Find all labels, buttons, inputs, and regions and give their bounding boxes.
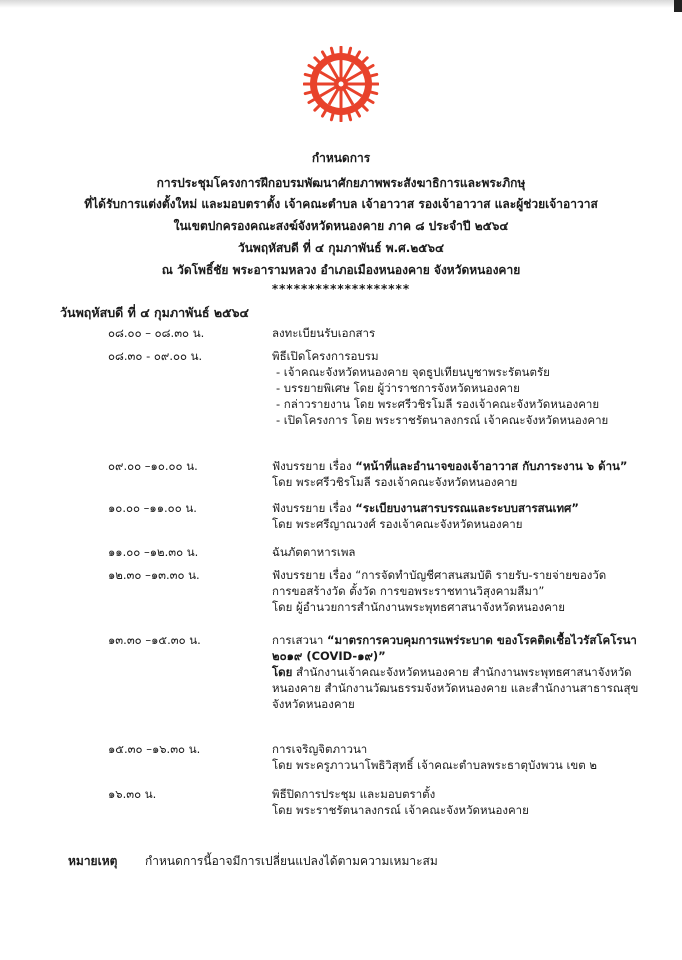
detail-text: - บรรยายพิเศษ โดย ผู้ว่าราชการจังหวัดหนองคาย <box>276 381 520 395</box>
detail-text: โดย พระครูภาวนาโพธิวิสุทธิ์ เจ้าคณะตำบลพระธาตุบังพวน เขต ๒ <box>272 758 597 772</box>
schedule-detail-line <box>272 380 672 396</box>
schedule-time: ๐๙.๐๐ –๑๐.๐๐ น. <box>108 459 198 473</box>
detail-text: สำนักงานเจ้าคณะจังหวัดหนองคาย สำนักงานพระพุทธศาสนาจังหวัด <box>292 665 632 679</box>
schedule-details <box>272 567 672 615</box>
detail-text: โดย ผู้อำนวยการสำนักงานพระพุทธศาสนาจังหวัดหนองคาย <box>272 600 565 614</box>
detail-text: - เจ้าคณะจังหวัดหนองคาย จุดธูปเทียนบูชาพระรัตนตรัย <box>276 365 550 379</box>
schedule-detail-line <box>272 696 672 712</box>
schedule-detail-line <box>272 500 672 516</box>
schedule-detail-line <box>272 802 672 818</box>
scan-edge <box>674 0 682 12</box>
schedule-detail-line <box>272 599 672 615</box>
schedule-detail-line <box>272 348 672 364</box>
detail-bold-topic: “หน้าที่และอำนาจของเจ้าอาวาส กับภาระงาน ๖ ด้าน” <box>355 459 628 473</box>
detail-text: - เปิดโครงการ โดย พระราชรัตนาลงกรณ์ เจ้าคณะจังหวัดหนองคาย <box>276 413 609 427</box>
detail-text: ฟังบรรยาย เรื่อง <box>272 459 356 473</box>
dharma-wheel-emblem-icon <box>303 46 379 122</box>
schedule-time: ๑๕.๓๐ –๑๖.๓๐ น. <box>108 742 201 756</box>
detail-text: ฟังบรรยาย เรื่อง “การจัดทำบัญชีศาสนสมบัติ รายรับ-รายจ่ายของวัด <box>272 568 607 582</box>
detail-text: โดย พระราชรัตนาลงกรณ์ เจ้าคณะจังหวัดหนองคาย <box>272 803 529 817</box>
schedule-detail-line <box>272 757 672 773</box>
schedule-details <box>272 544 672 560</box>
schedule-detail-line <box>272 474 672 490</box>
scan-shadow <box>0 0 682 8</box>
schedule-detail-line <box>272 412 672 428</box>
schedule-detail-line <box>272 648 672 664</box>
header-title: กำหนดการ <box>311 151 371 165</box>
schedule-detail-line <box>272 516 672 532</box>
schedule-time: ๑๓.๓๐ –๑๕.๓๐ น. <box>108 633 201 647</box>
detail-text: - กล่าวรายงาน โดย พระศรีวชิรโมลี รองเจ้าคณะจังหวัดหนองคาย <box>276 397 600 411</box>
detail-bold-topic: “ระเบียบงานสารบรรณและระบบสารสนเทศ” <box>355 501 579 515</box>
header-line-3: ที่ได้รับการแต่งตั้งใหม่ และมอบตราตั้ง เจ้าคณะตำบล เจ้าอาวาส รองเจ้าอาวาส และผู้ช่วยเจ้าอาวาส <box>84 197 598 211</box>
detail-text: โดย พระศรีญาณวงศ์ รองเจ้าคณะจังหวัดหนองคาย <box>272 517 523 531</box>
detail-text: พิธีเปิดโครงการอบรม <box>272 349 379 363</box>
schedule-detail-line <box>272 567 672 583</box>
schedule-date: วันพฤหัสบดี ที่ ๔ กุมภาพันธ์ ๒๕๖๔ <box>60 305 249 320</box>
schedule-time: ๑๒.๓๐ –๑๓.๓๐ น. <box>108 568 200 582</box>
schedule-details <box>272 325 672 341</box>
schedule-time: ๑๐.๐๐ –๑๑.๐๐ น. <box>108 501 197 515</box>
header-line-2: การประชุมโครงการฝึกอบรมพัฒนาศักยภาพพระสังฆาธิการและพระภิกษุ <box>156 176 526 190</box>
detail-text: โดย พระศรีวชิรโมลี รองเจ้าคณะจังหวัดหนองคาย <box>272 475 518 489</box>
footnote <box>68 852 438 871</box>
schedule-detail-line <box>272 741 672 757</box>
header-line-6: ณ วัดโพธิ์ชัย พระอารามหลวง อำเภอเมืองหนองคาย จังหวัดหนองคาย <box>161 263 521 277</box>
detail-text: จังหวัดหนองคาย <box>272 697 355 711</box>
schedule-details <box>272 741 672 773</box>
detail-text: การเสวนา <box>272 633 327 647</box>
header-line-5: วันพฤหัสบดี ที่ ๔ กุมภาพันธ์ พ.ศ.๒๕๖๔ <box>237 241 445 255</box>
header-line-4: ในเขตปกครองคณะสงฆ์จังหวัดหนองคาย ภาค ๘ ประจำปี ๒๕๖๔ <box>173 219 509 233</box>
detail-text: ฟังบรรยาย เรื่อง <box>272 501 356 515</box>
schedule-detail-line <box>272 680 672 696</box>
detail-bold-prefix: โดย <box>272 665 293 679</box>
detail-text: หนองคาย สำนักงานวัฒนธรรมจังหวัดหนองคาย และสำนักงานสาธารณสุข <box>272 681 639 695</box>
schedule-details <box>272 348 672 428</box>
schedule-detail-line <box>272 544 672 560</box>
schedule-details <box>272 458 672 490</box>
schedule-detail-line <box>272 664 672 680</box>
schedule-detail-line <box>272 396 672 412</box>
schedule-details <box>272 632 672 712</box>
schedule-detail-line <box>272 458 672 474</box>
footnote-text: กำหนดการนี้อาจมีการเปลี่ยนแปลงได้ตามความเหมาะสม <box>145 854 438 868</box>
footnote-label: หมายเหตุ <box>68 854 118 868</box>
schedule-time: ๐๘.๐๐ – ๐๘.๓๐ น. <box>108 326 205 340</box>
schedule-detail-line <box>272 364 672 380</box>
detail-text: พิธีปิดการประชุม และมอบตราตั้ง <box>272 787 436 801</box>
schedule-time: ๐๘.๓๐ - ๐๙.๐๐ น. <box>108 349 203 363</box>
detail-text: การขอสร้างวัด ตั้งวัด การขอพระราชทานวิสุงคามสีมา” <box>272 584 545 598</box>
star-divider: ******************* <box>271 282 411 296</box>
schedule-details <box>272 500 672 532</box>
schedule-time: ๑๑.๐๐ –๑๒.๓๐ น. <box>108 545 199 559</box>
detail-text: ฉันภัตตาหารเพล <box>272 545 356 559</box>
detail-bold-topic: “มาตรการควบคุมการแพร่ระบาด ของโรคติดเชื้อไวรัสโคโรนา <box>326 633 637 647</box>
schedule-detail-line <box>272 632 672 648</box>
schedule-time: ๑๖.๓๐ น. <box>108 787 157 801</box>
schedule-detail-line <box>272 786 672 802</box>
schedule-detail-line <box>272 325 672 341</box>
detail-bold-topic: ๒๐๑๙ (COVID-๑๙)” <box>272 649 386 663</box>
detail-text: ลงทะเบียนรับเอกสาร <box>272 326 376 340</box>
detail-text: การเจริญจิตภาวนา <box>272 742 368 756</box>
schedule-detail-line <box>272 583 672 599</box>
schedule-details <box>272 786 672 818</box>
